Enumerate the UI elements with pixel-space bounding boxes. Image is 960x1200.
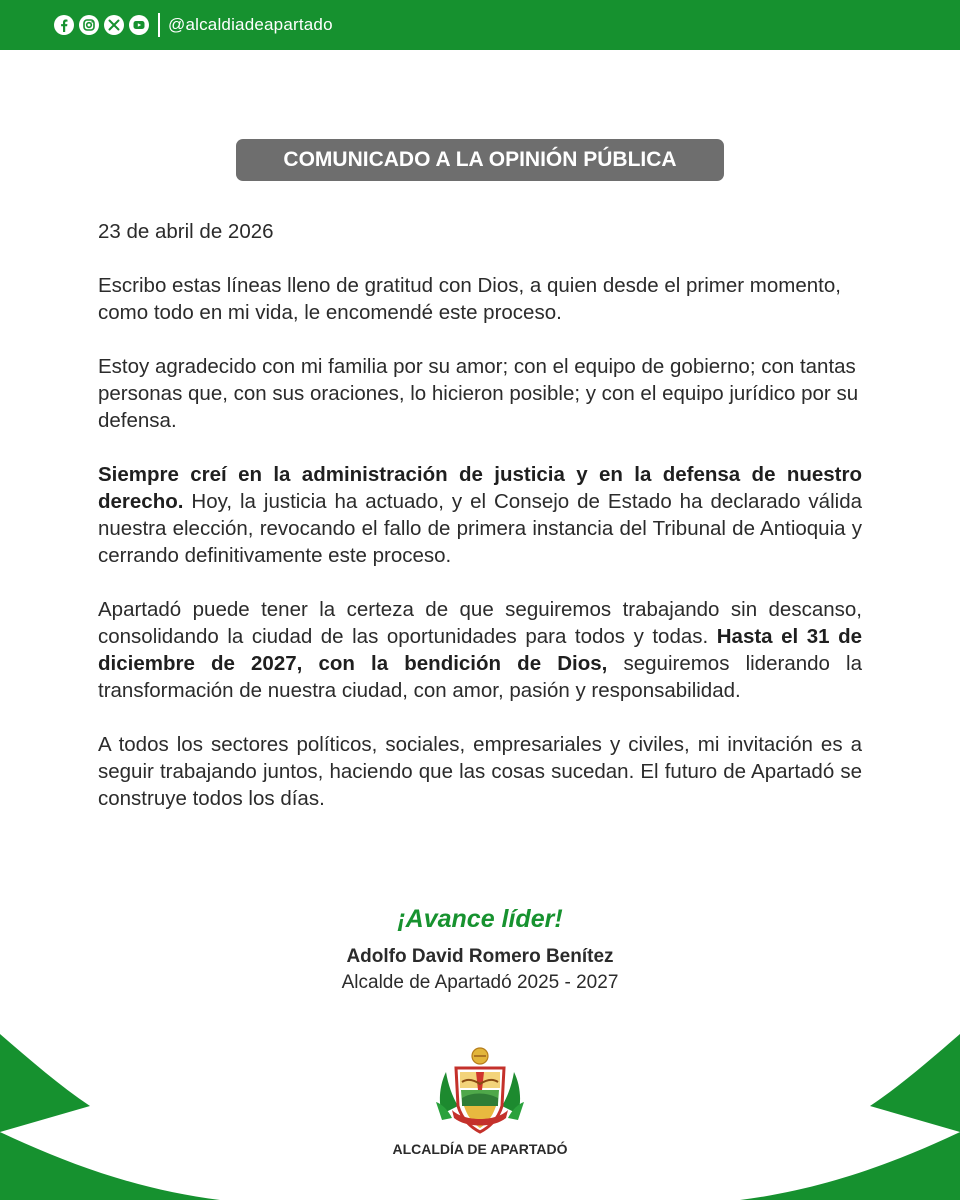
instagram-icon[interactable] [79,15,99,35]
top-bar [0,0,960,50]
facebook-icon[interactable] [54,15,74,35]
paragraph-commitment [98,596,862,704]
social-handle[interactable]: @alcaldiadeapartado [168,15,333,34]
crest-caption: ALCALDÍA DE APARTADÓ [392,1141,568,1157]
commitment-text-start: Apartadó puede tener la certeza de que seguiremos trabajando sin descanso, consolidando la ciudad de las oportunidades para todos y todas. [98,598,862,648]
municipal-crest-icon [434,1044,526,1140]
x-icon[interactable] [104,15,124,35]
statement-date: 23 de abril de 2026 [98,220,274,243]
commitment-text-end: seguiremos liderando la transformación de nuestra ciudad, con amor, pasión y responsabilidad. [98,652,863,702]
justice-text: Hoy, la justicia ha actuado, y el Consejo de Estado ha declarado válida nuestra elección, revocando el fallo de primera instancia del Tribunal de Antioquia y cerrando definitivamente este proceso. [98,490,862,567]
statement-body [98,218,862,839]
commitment-highlight: Hasta el 31 de diciembre de 2027, con la bendición de Dios, [98,625,862,675]
paragraph-gratitude: Escribo estas líneas lleno de gratitud con Dios, a quien desde el primer momento, como todo en mi vida, le encomendé este proceso. [98,274,841,324]
social-icons [54,15,149,35]
justice-highlight: Siempre creí en la administración de justicia y en la defensa de nuestro derecho. [98,463,862,513]
paragraph-thanks: Estoy agradecido con mi familia por su amor; con el equipo de gobierno; con tantas personas que, con sus oraciones, lo hicieron posible; y con el equipo jurídico por su defensa. [98,355,859,432]
signature-block [0,903,960,994]
page-title: COMUNICADO A LA OPINIÓN PÚBLICA [236,139,724,181]
signer-role: Alcalde de Apartadó 2025 - 2027 [341,972,619,993]
paragraph-invitation: A todos los sectores políticos, sociales, empresariales y civiles, mi invitación es a seguir trabajando juntos, haciendo que las cosas sucedan. El futuro de Apartadó se construye todos los días. [98,733,862,810]
slogan: ¡Avance líder! [397,905,563,933]
header-divider [158,13,160,37]
signer-name: Adolfo David Romero Benítez [346,946,614,967]
youtube-icon[interactable] [129,15,149,35]
paragraph-justice [98,461,862,569]
